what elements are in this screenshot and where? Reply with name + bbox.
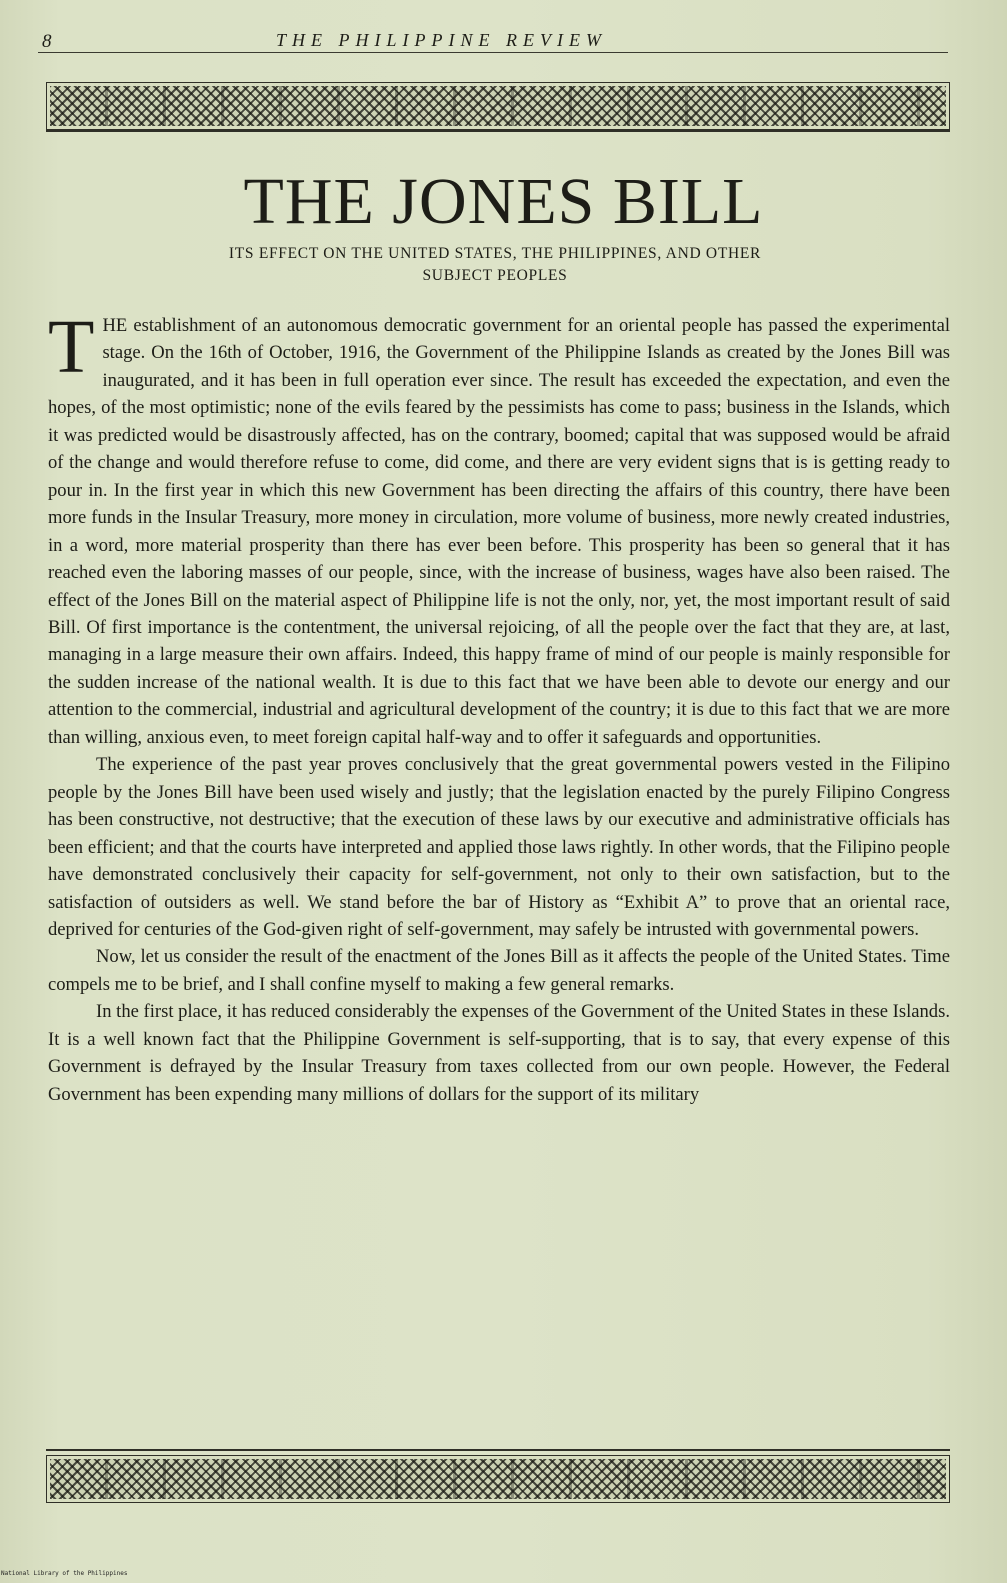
drop-cap: T bbox=[48, 305, 95, 389]
running-head bbox=[38, 30, 948, 53]
subtitle-line-2: SUBJECT PEOPLES bbox=[422, 267, 568, 284]
article-title: THE JONES BILL bbox=[243, 165, 764, 238]
footer-credit: National Library of the Philippines bbox=[1, 1570, 128, 1577]
paragraph-3: Now, let us consider the result of the enactment of the Jones Bill as it affects the people of the United States. Time compels me to be brief, and I shall confine myself to making a few general remarks. bbox=[48, 946, 950, 995]
page-number: 8 bbox=[42, 31, 52, 52]
paragraph-4: In the first place, it has reduced considerably the expenses of the Government of the United States in these Islands. It is a well known fact that the Philippine Government is self-supporting, that is to say, that every expense of this Government is defrayed by the Insular Treasury from taxes collected from our own people. However, the Federal Government has been expending many millions of dollars for the support of its military bbox=[48, 1001, 950, 1105]
rule-bottom bbox=[46, 1449, 950, 1451]
paragraph-2: The experience of the past year proves conclusively that the great governmental powers vested in the Filipino people by the Jones Bill have been used wisely and justly; that the legislation enacted by the purely Filipino Congress has been constructive, not destructive; that the execution of these laws by our executive and administrative officials has been efficient; and that the courts have interpreted and applied those laws rightly. In other words, that the Filipino people have demonstrated conclusively their capacity for self-government, not only to their own satisfaction, but to the satisfaction of outsiders as well. We stand before the bar of History as “Exhibit A” to prove that an oriental race, deprived for centuries of the God-given right of self-government, may safely be intrusted with governmental powers. bbox=[48, 754, 950, 940]
subtitle-line-1: ITS EFFECT ON THE UNITED STATES, THE PHILIPPINES, AND OTHER bbox=[228, 245, 762, 262]
paragraph-1-text: HE establishment of an autonomous democratic government for an oriental people has passed the experimental stage. On the 16th of October, 1916, the Government of the Philippine Islands as created by the Jones Bill was inaugurated, and it has been in full operation ever since. The result has exceeded the expectation, and even the hopes, of the most optimistic; none of the evils feared by the pessimists has come to pass; business in the Islands, which it was predicted would be disastrously affected, has on the contrary, boomed; capital that was supposed would be afraid of the change and would therefore refuse to come, did come, and there are very evident signs that is is getting ready to pour in. In the first year in which this new Government has been directing the affairs of this country, there have been more funds in the Insular Treasury, more money in circulation, more volume of business, more newly created industries, in a word, more material prosperity than there has ever been before. This prosperity has been so general that it has reached even the laboring masses of our people, since, with the increase of business, wages have also been raised. The effect of the Jones Bill on the material aspect of Philippine life is not the only, nor, yet, the most important result of said Bill. Of first importance is the contentment, the universal rejoicing, of all the people over the fact that they are, at last, managing in a large measure their own affairs. Indeed, this happy frame of mind of our people is mainly responsible for the sudden increase of the national wealth. It is due to this fact that we have been able to devote our energy and our attention to the commercial, industrial and agricultural development of the country; it is due to this fact that we are more than willing, anxious even, to meet foreign capital half-way and to offer it safeguards and opportunities. bbox=[48, 315, 950, 748]
journal-title: THE PHILIPPINE REVIEW bbox=[276, 30, 607, 50]
rule-top bbox=[46, 130, 950, 132]
article-subtitle bbox=[100, 243, 890, 287]
paragraph-1 bbox=[48, 305, 950, 751]
article-body bbox=[48, 305, 950, 1108]
ornamental-border-top bbox=[46, 82, 950, 130]
ornamental-border-bottom bbox=[46, 1455, 950, 1503]
